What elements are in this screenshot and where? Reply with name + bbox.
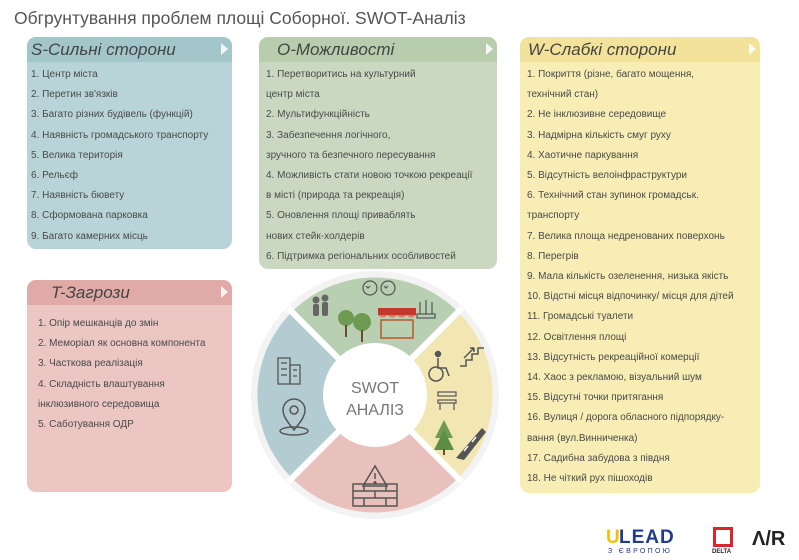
weaknesses-list bbox=[527, 65, 734, 489]
strengths-item: 3. Багато різних будівель (функцій) bbox=[31, 109, 193, 121]
opportunities-list bbox=[266, 65, 472, 267]
weaknesses-item: 14. Хаос з рекламою, візуальний шум bbox=[527, 372, 702, 384]
page-title: Обгрунтування проблем площі Соборної. SWOT-Аналіз bbox=[14, 8, 466, 28]
opportunities-item: центр міста bbox=[266, 89, 320, 101]
opportunities-item: 5. Оновлення площі приваблять bbox=[266, 210, 416, 222]
wheel-center-line1: SWOT bbox=[351, 380, 399, 397]
threats-item: 4. Складність влаштування bbox=[38, 378, 165, 390]
weaknesses-item: вання (вул.Винниченка) bbox=[527, 432, 638, 444]
strengths-item: 8. Сформована парковка bbox=[31, 210, 148, 222]
chevron-right-icon bbox=[221, 43, 228, 55]
threats-list bbox=[38, 314, 205, 435]
threats-card bbox=[27, 280, 232, 492]
weaknesses-item: 15. Відсутні точки притягання bbox=[527, 392, 664, 404]
weaknesses-item: 6. Технічний стан зупинок громадськ. bbox=[527, 190, 699, 202]
strengths-title: S-Сильні сторони bbox=[31, 40, 176, 59]
threats-item: інклюзивного середовища bbox=[38, 398, 160, 410]
weaknesses-item: технічний стан) bbox=[527, 89, 599, 101]
wheel-center-line2: АНАЛІЗ bbox=[346, 402, 404, 419]
ar-text: Λ/R bbox=[752, 528, 786, 550]
weaknesses-item: 2. Не інклюзивне середовище bbox=[527, 109, 667, 121]
strengths-card bbox=[27, 37, 232, 249]
weaknesses-card bbox=[520, 37, 760, 493]
ulead-main-text: LEAD bbox=[619, 527, 675, 548]
opportunities-item: в місті (природа та рекреація) bbox=[266, 190, 405, 202]
weaknesses-item: 10. Відстні місця відпочинку/ місця для дітей bbox=[527, 291, 734, 303]
weaknesses-item: 9. Мала кількість озеленення, низька якість bbox=[527, 271, 729, 283]
opportunities-item: нових стейк-холдерів bbox=[266, 230, 365, 242]
weaknesses-item: 17. Садибна забудова з півдня bbox=[527, 452, 670, 464]
strengths-item: 2. Перетин зв'язків bbox=[31, 89, 118, 101]
delta-logo bbox=[712, 527, 736, 557]
threats-item: 3. Часткова реалізація bbox=[38, 358, 143, 370]
threats-item: 2. Меморіал як основна компонента bbox=[38, 338, 206, 350]
weaknesses-item: 16. Вулиця / дорога обласного підпорядку- bbox=[527, 412, 725, 424]
opportunities-title: O-Можливості bbox=[277, 40, 395, 59]
strengths-item: 7. Наявність бювету bbox=[31, 190, 125, 202]
opportunities-card bbox=[259, 37, 497, 269]
ulead-logo bbox=[606, 527, 698, 557]
ulead-mark: U bbox=[606, 527, 620, 548]
strengths-item: 1. Центр міста bbox=[31, 69, 98, 80]
weaknesses-item: 3. Надмірна кількість смуг руху bbox=[527, 129, 671, 141]
opportunities-item: 1. Перетворитись на культурний bbox=[266, 69, 416, 80]
weaknesses-item: 11. Громадські туалети bbox=[527, 311, 634, 323]
weaknesses-title: W-Слабкі сторони bbox=[528, 40, 677, 59]
weaknesses-item: 13. Відсутність рекреаційної комерції bbox=[527, 351, 700, 363]
weaknesses-item: 4. Хаотичне паркування bbox=[527, 149, 639, 161]
weaknesses-item: 5. Відсутність велоінфраструктури bbox=[527, 170, 688, 182]
weaknesses-item: транспорту bbox=[527, 210, 580, 222]
weaknesses-item: 7. Велика площа недренованих поверхонь bbox=[527, 230, 725, 242]
opportunities-item: 4. Можливість стати новою точкою рекреації bbox=[266, 170, 473, 182]
opportunities-item: 3. Забезпечення логічного, bbox=[266, 129, 391, 141]
chevron-right-icon bbox=[749, 43, 756, 55]
delta-text: DELTA bbox=[712, 549, 732, 555]
ulead-sub-text: З ЄВРОПОЮ bbox=[608, 548, 673, 555]
strengths-item: 5. Велика територія bbox=[31, 149, 123, 161]
strengths-item: 9. Багато камерних місць bbox=[31, 230, 148, 242]
threats-item: 5. Саботування ОДР bbox=[38, 419, 134, 431]
strengths-item: 4. Наявність громадського транспорту bbox=[31, 129, 209, 141]
weaknesses-item: 12. Освітлення площі bbox=[527, 331, 627, 343]
ar-logo bbox=[752, 528, 794, 552]
weaknesses-item: 8. Перегрів bbox=[527, 250, 579, 262]
strengths-item: 6. Рельєф bbox=[31, 170, 78, 182]
opportunities-item: зручного та безпечного пересування bbox=[266, 149, 436, 161]
swot-wheel bbox=[250, 270, 500, 520]
opportunities-item: 6. Підтримка регіональних особливостей bbox=[266, 250, 456, 262]
delta-mark bbox=[713, 527, 733, 547]
threats-item: 1. Опір мешканців до змін bbox=[38, 318, 159, 329]
opportunities-item: 2. Мультифункційність bbox=[266, 109, 370, 121]
weaknesses-item: 1. Покриття (різне, багато мощення, bbox=[527, 69, 695, 80]
threats-title: T-Загрози bbox=[51, 283, 130, 302]
chevron-right-icon bbox=[486, 43, 493, 55]
weaknesses-item: 18. Не чіткий рух пішоходів bbox=[527, 473, 653, 485]
chevron-right-icon bbox=[221, 286, 228, 298]
strengths-list bbox=[31, 65, 208, 247]
